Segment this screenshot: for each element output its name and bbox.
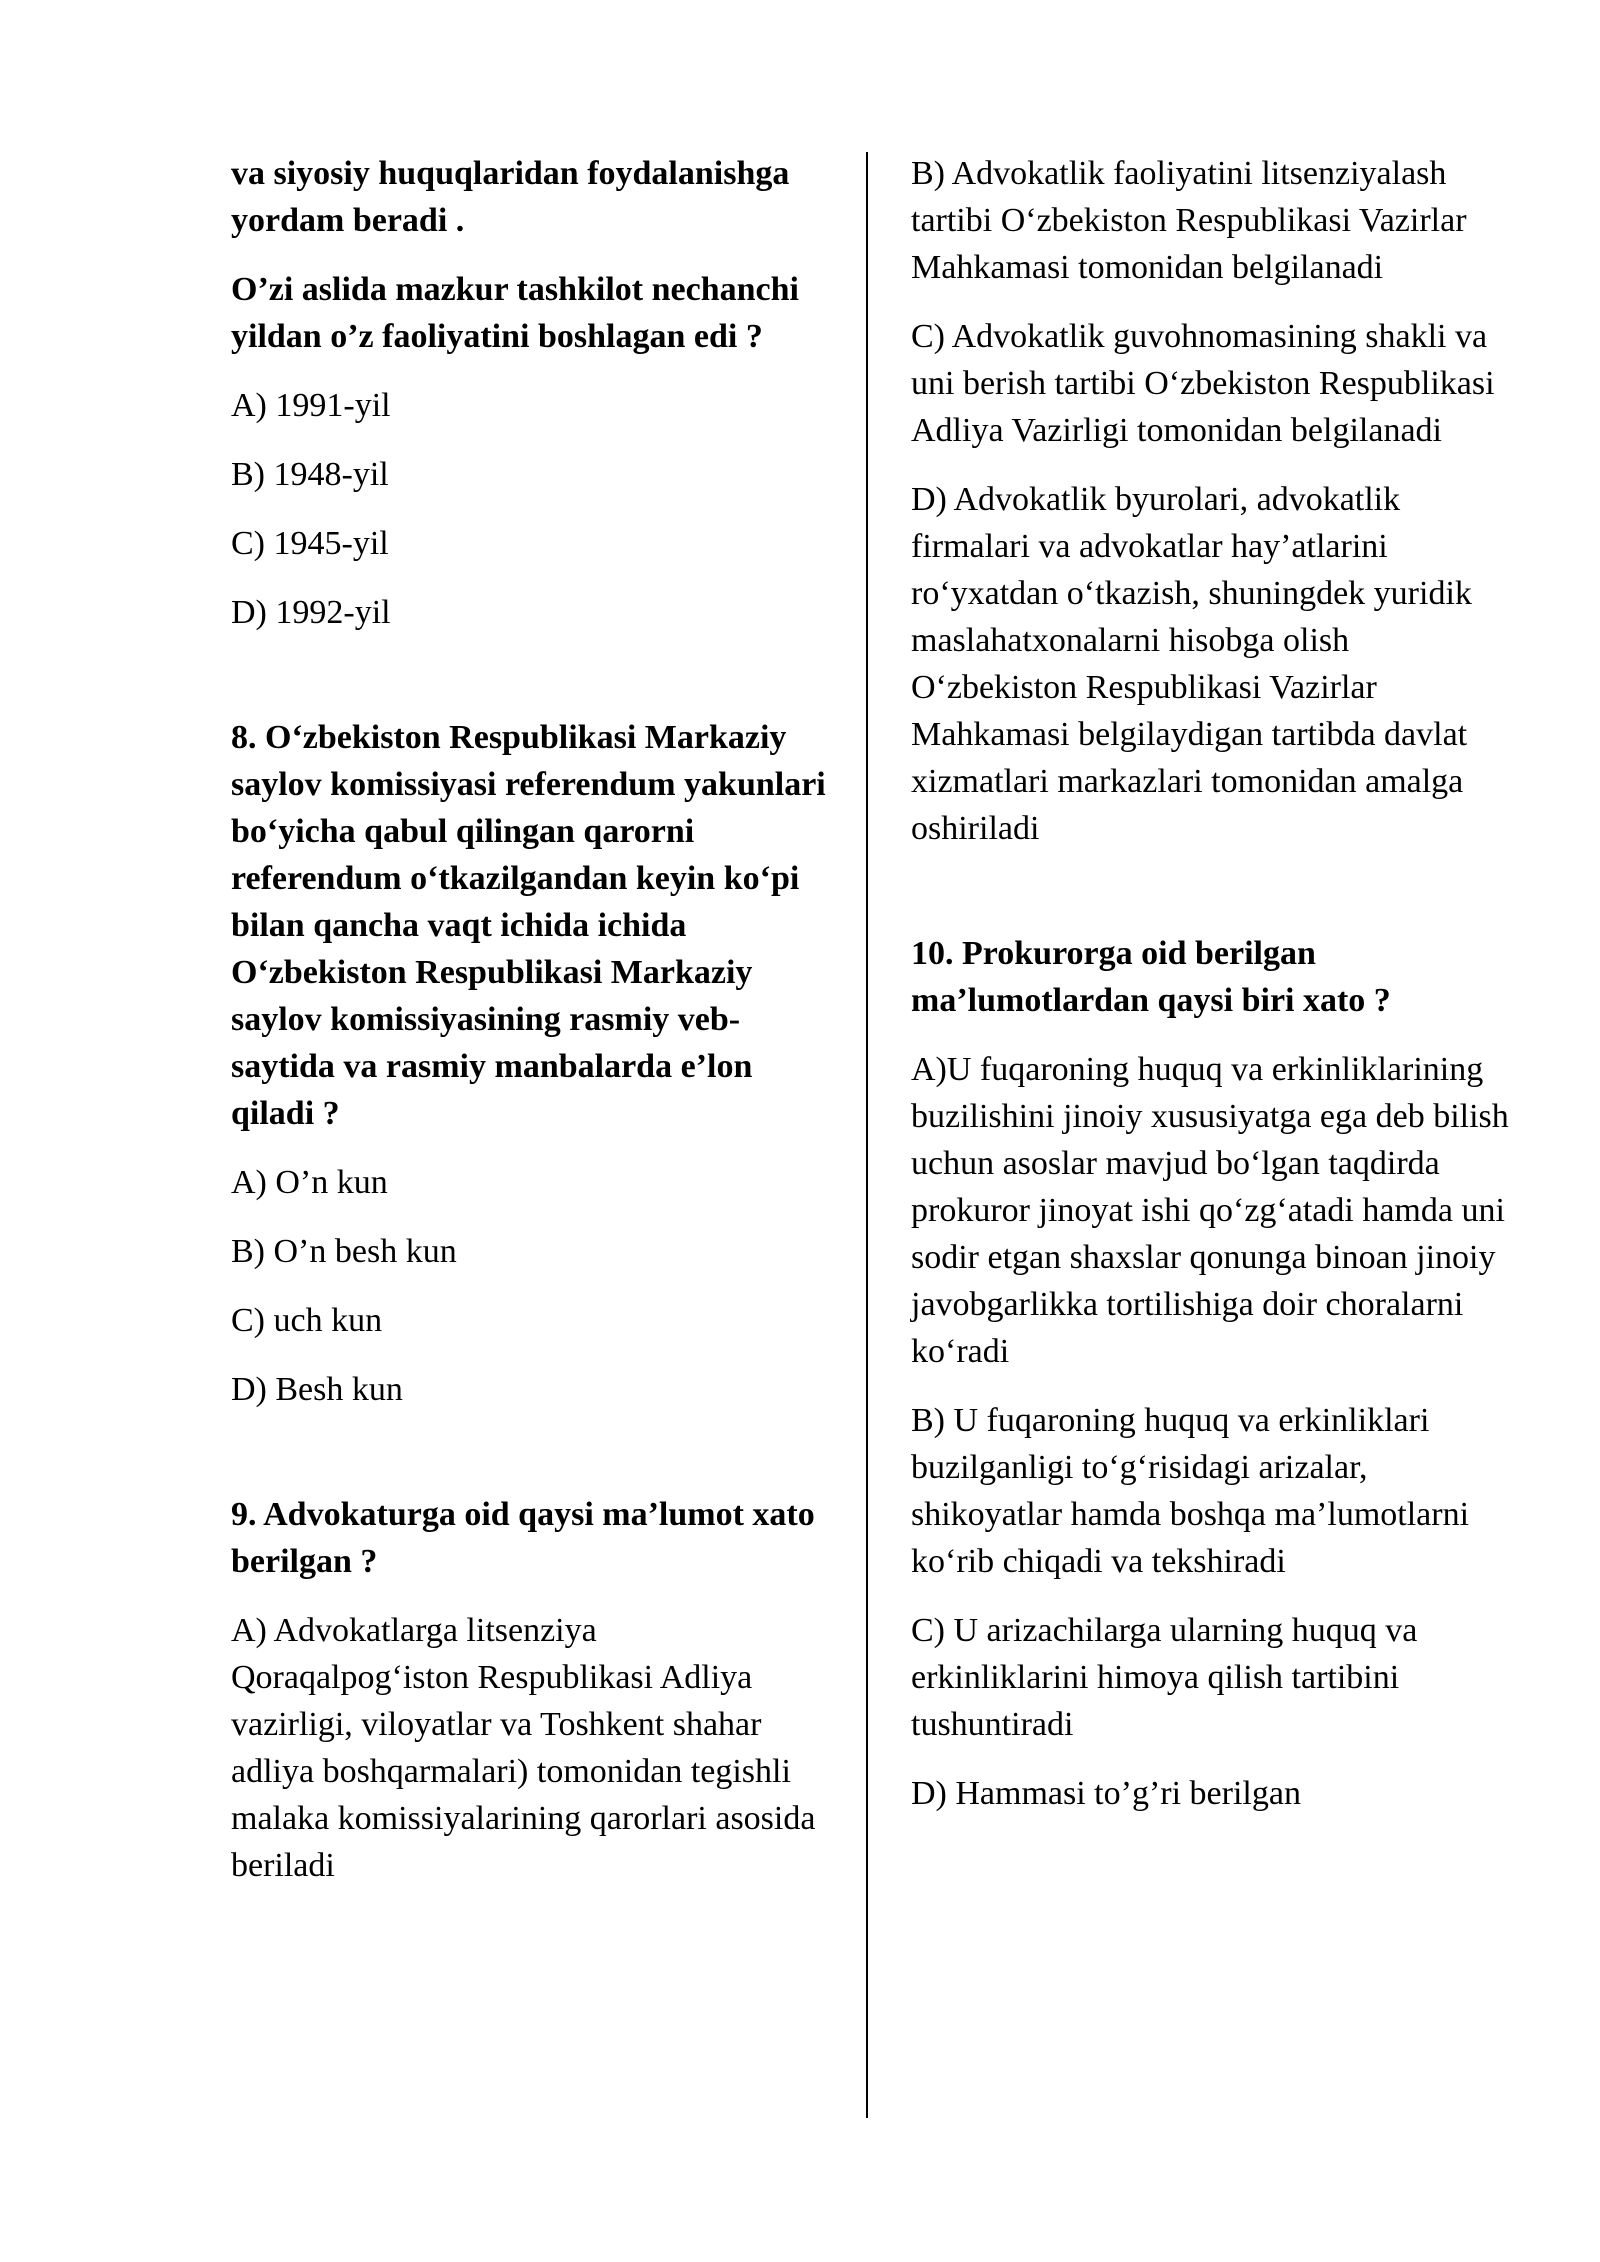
column-divider	[866, 152, 868, 2118]
q9-option-c: C) Advokatlik guvohnomasining shakli va uni berish tartibi O‘zbekiston Respublikasi Adliya Vazirligi tomonidan belgilanadi	[911, 318, 1495, 449]
q9-option-b: B) Advokatlik faoliyatini litsenziyalash tartibi O‘zbekiston Respublikasi Vazirlar Mahkamasi tomonidan belgilanadi	[911, 155, 1467, 286]
left-column	[231, 150, 831, 1911]
right-column	[911, 150, 1511, 1839]
q10-option-d: D) Hammasi to’g’ri berilgan	[911, 1775, 1301, 1812]
q7-tail-text: va siyosiy huquqlaridan foydalanishga yordam beradi .	[231, 155, 790, 239]
q10-option-a: A)U fuqaroning huquq va erkinliklarining buzilishini jinoiy xususiyatga ega deb bilish uchun asoslar mavjud bo‘lgan taqdirda prokuror jinoyat ishi qo‘zg‘atadi hamda uni sodir etgan shaxslar qonunga binoan jinoiy javobgarlikka tortilishiga doir choralarni ko‘radi	[911, 1051, 1509, 1370]
q8-option-b: B) O’n besh kun	[231, 1233, 457, 1270]
q10-question: 10. Prokurorga oid berilgan ma’lumotlardan qaysi biri xato ?	[911, 935, 1391, 1019]
q7-question: O’zi aslida mazkur tashkilot nechanchi yildan o’z faoliyatini boshlagan edi ?	[231, 271, 799, 355]
q7-option-d: D) 1992-yil	[231, 594, 391, 631]
q9-option-a: A) Advokatlarga litsenziya Qoraqalpog‘iston Respublikasi Adliya vazirligi, viloyatlar va Toshkent shahar adliya boshqarmalari) tomonidan tegishli malaka komissiyalarining qarorlari asosida beriladi	[231, 1612, 816, 1884]
q9-option-d: D) Advokatlik byurolari, advokatlik firmalari va advokatlar hay’atlarini ro‘yxatdan o‘tkazish, shuningdek yuridik maslahatxonalarni hisobga olish O‘zbekiston Respublikasi Vazirlar Mahkamasi belgilaydigan tartibda davlat xizmatlari markazlari tomonidan amalga oshiriladi	[911, 481, 1472, 847]
q8-option-a: A) O’n kun	[231, 1164, 388, 1201]
q8-option-d: D) Besh kun	[231, 1371, 403, 1408]
q10-option-c: C) U arizachilarga ularning huquq va erkinliklarini himoya qilish tartibini tushuntiradi	[911, 1612, 1418, 1743]
q8-option-c: C) uch kun	[231, 1302, 383, 1339]
q10-option-b: B) U fuqaroning huquq va erkinliklari buzilganligi to‘g‘risidagi arizalar, shikoyatlar hamda boshqa ma’lumotlarni ko‘rib chiqadi va tekshiradi	[911, 1402, 1470, 1580]
q7-option-b: B) 1948-yil	[231, 456, 389, 493]
q7-option-c: C) 1945-yil	[231, 525, 389, 562]
q9-question: 9. Advokaturga oid qaysi ma’lumot xato berilgan ?	[231, 1496, 815, 1580]
q8-question: 8. O‘zbekiston Respublikasi Markaziy saylov komissiyasi referendum yakunlari bo‘yicha qabul qilingan qarorni referendum o‘tkazilgandan keyin ko‘pi bilan qancha vaqt ichida ichida O‘zbekiston Respublikasi Markaziy saylov komissiyasining rasmiy veb-saytida va rasmiy manbalarda e’lon qiladi ?	[231, 719, 826, 1132]
q7-option-a: A) 1991-yil	[231, 387, 391, 424]
